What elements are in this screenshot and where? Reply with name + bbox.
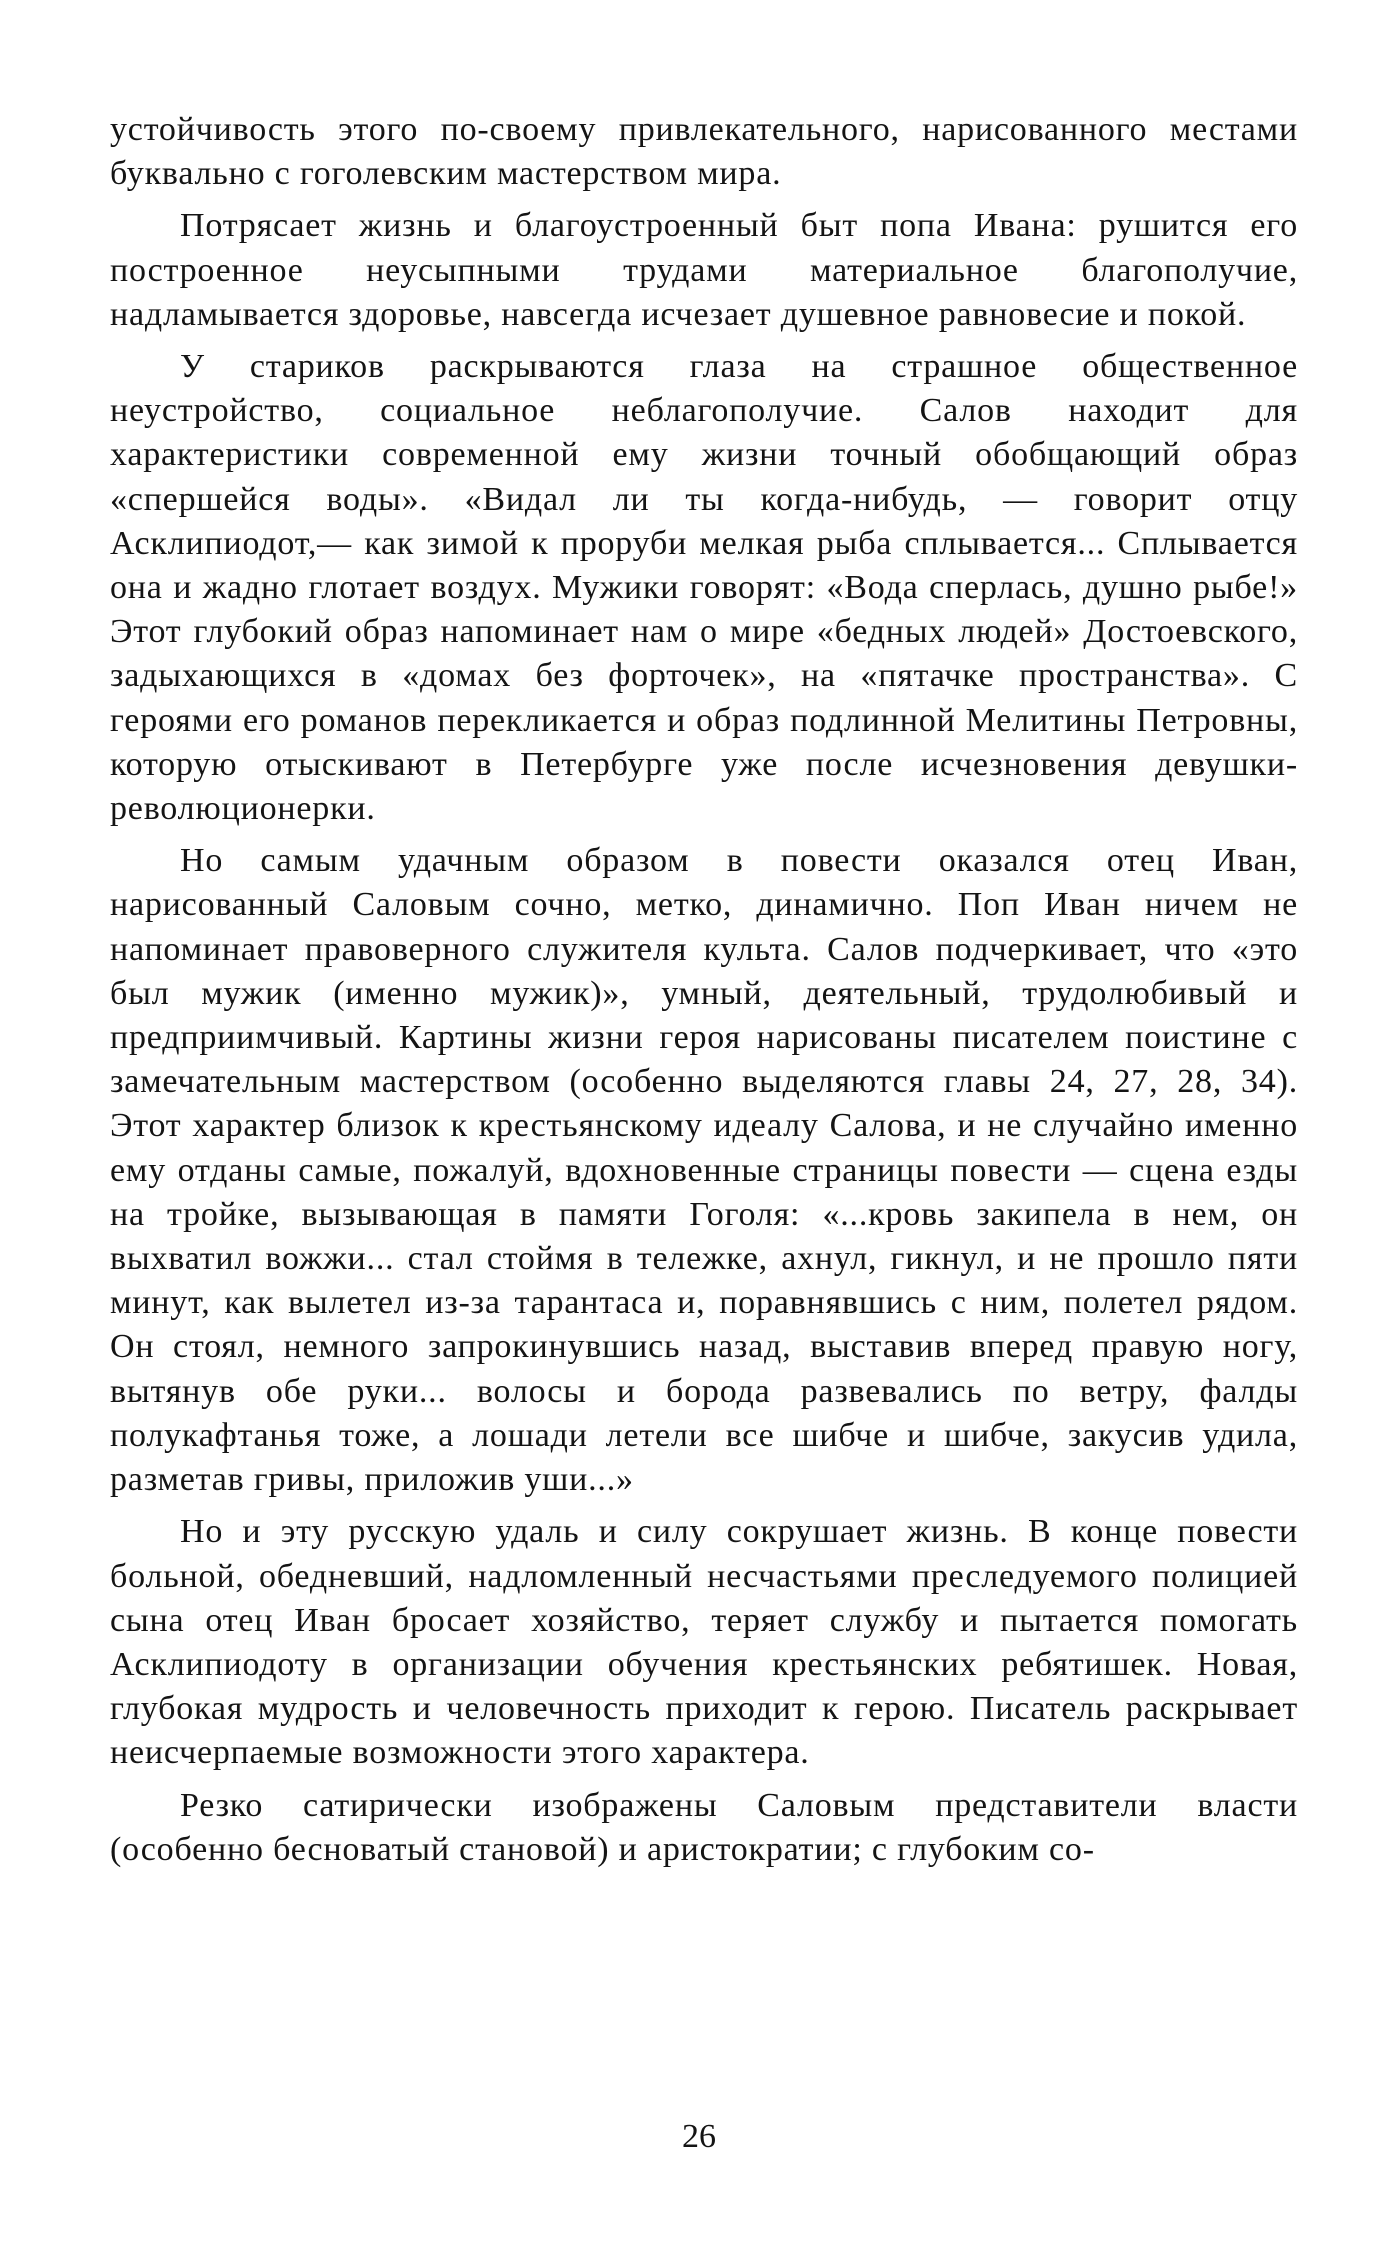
page-number: 26 bbox=[682, 2118, 716, 2155]
paragraph: Но самым удачным образом в повести оказался отец Иван, нарисованный Саловым сочно, метко, динамично. Поп Иван ничем не напоминает правоверного служителя культа. Салов подчеркивает, что «это был мужик (именно мужик)», умный, деятельный, трудолюбивый и предприимчивый. Картины жизни героя нарисованы писателем поистине с замечательным мастерством (особенно выделяются главы 24, 27, 28, 34). Этот характер близок к крестьянскому идеалу Салова, и не случайно именно ему отданы самые, пожалуй, вдохновенные страницы повести — сцена езды на тройке, вызывающая в памяти Гоголя: «...кровь закипела в нем, он выхватил вожжи... стал стоймя в тележке, ахнул, гикнул, и не прошло пяти минут, как вылетел из-за тарантаса и, поравнявшись с ним, полетел рядом. Он стоял, немного запрокинувшись назад, выставив вперед правую ногу, вытянув обе руки... волосы и борода развевались по ветру, фалды полукафтанья тоже, а лошади летели все шибче и шибче, закусив удила, разметав гривы, приложив уши...» bbox=[110, 842, 1298, 1499]
paragraph: У стариков раскрываются глаза на страшное общественное неустройство, социальное неблагополучие. Салов находит для характеристики современной ему жизни точный обобщающий образ «спершейся воды». «Видал ли ты когда-нибудь, — говорит отцу Асклипиодот,— как зимой к проруби мелкая рыба сплывается... Сплывается она и жадно глотает воздух. Мужики говорят: «Вода сперлась, душно рыбе!» Этот глубокий образ напоминает нам о мире «бедных людей» Достоевского, задыхающихся в «домах без форточек», на «пятачке пространства». С героями его романов перекликается и образ подлинной Мелитины Петровны, которую отыскивают в Петербурге уже после исчезновения девушки-революционерки. bbox=[110, 348, 1298, 828]
paragraph: Резко сатирически изображены Саловым представители власти (особенно бесноватый становой) и аристократии; с глубоким со- bbox=[110, 1786, 1298, 1868]
paragraph: Потрясает жизнь и благоустроенный быт попа Ивана: рушится его построенное неусыпными трудами материальное благополучие, надламывается здоровье, навсегда исчезает душевное равновесие и покой. bbox=[110, 207, 1298, 333]
paragraph: Но и эту русскую удаль и силу сокрушает жизнь. В конце повести больной, обедневший, надломленный несчастьями преследуемого полицией сына отец Иван бросает хозяйство, теряет службу и пытается помогать Асклипиодоту в организации обучения крестьянских ребятишек. Новая, глубокая мудрость и человечность приходит к герою. Писатель раскрывает неисчерпаемые возможности этого характера. bbox=[110, 1513, 1298, 1772]
paragraph-continuation: устойчивость этого по-своему привлекательного, нарисованного местами буквально с гоголевским мастерством мира. bbox=[110, 111, 1298, 193]
body-text bbox=[110, 108, 1298, 1880]
